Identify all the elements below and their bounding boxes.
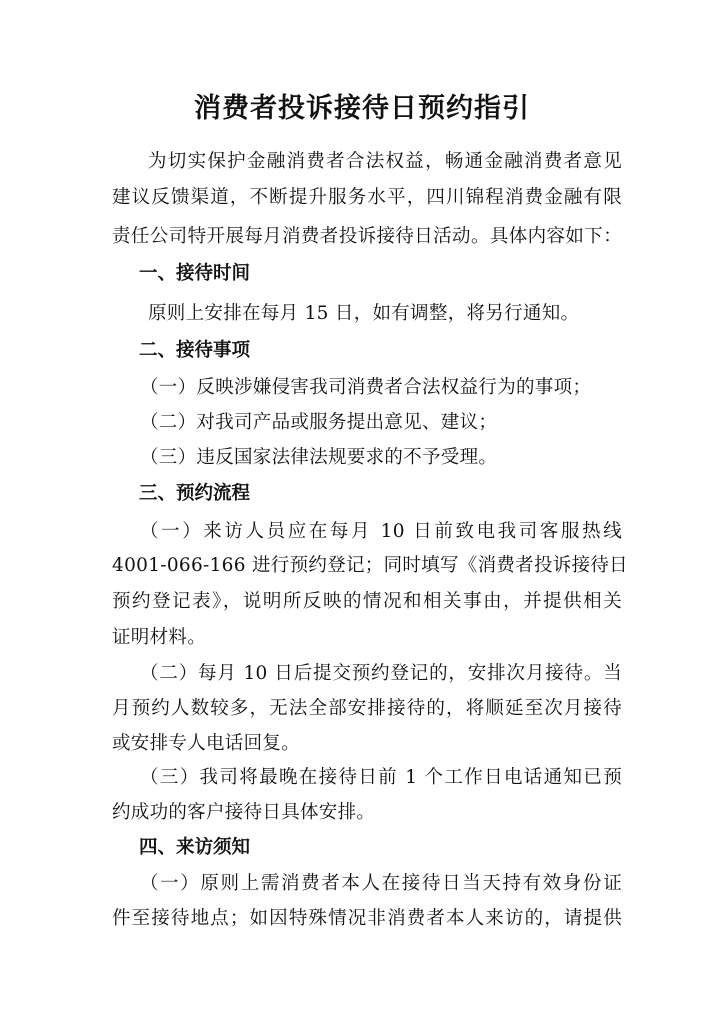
section-heading-1: 一、接待时间 (139, 263, 251, 284)
section-1-line-1: 原则上安排在每月 15 日，如有调整，将另行通知。 (148, 303, 580, 324)
section-heading-4: 四、来访须知 (139, 837, 251, 858)
section-3-line-7: 或安排专人电话回复。 (112, 733, 301, 754)
intro-line-1: 为切实保护金融消费者合法权益，畅通金融消费者意见 (148, 151, 622, 172)
section-3-line-1: （一）来访人员应在每月 10 日前致电我司客服热线 (140, 521, 622, 542)
document-title: 消费者投诉接待日预约指引 (194, 93, 530, 124)
section-2-line-1: （一）反映涉嫌侵害我司消费者合法权益行为的事项； (140, 377, 592, 398)
section-2-line-3: （三）违反国家法律法规要求的不予受理。 (140, 447, 498, 468)
section-3-line-5: （二）每月 10 日后提交预约登记的，安排次月接待。当 (140, 663, 622, 684)
section-3-line-9: 约成功的客户接待日具体安排。 (112, 802, 376, 823)
section-heading-3: 三、预约流程 (139, 483, 251, 504)
intro-line-2: 建议反馈渠道，不断提升服务水平，四川锦程消费金融有限 (112, 187, 622, 208)
section-3-line-8: （三）我司将最晚在接待日前 1 个工作日电话通知已预 (140, 767, 622, 788)
section-3-line-6: 月预约人数较多，无法全部安排接待的，将顺延至次月接待 (112, 698, 622, 719)
section-4-line-2: 件至接待地点；如因特殊情况非消费者本人来访的，请提供 (112, 908, 622, 929)
section-3-line-2: 4001-066-166 进行预约登记；同时填写《消费者投诉接待日 (112, 555, 628, 576)
section-3-line-4: 证明材料。 (112, 627, 207, 648)
section-4-line-1: （一）原则上需消费者本人在接待日当天持有效身份证 (140, 873, 622, 894)
section-2-line-2: （二）对我司产品或服务提出意见、建议； (140, 412, 498, 433)
intro-line-3: 责任公司特开展每月消费者投诉接待日活动。具体内容如下： (112, 226, 622, 247)
section-3-line-3: 预约登记表》，说明所反映的情况和相关事由，并提供相关 (112, 591, 622, 612)
section-heading-2: 二、接待事项 (139, 340, 251, 361)
